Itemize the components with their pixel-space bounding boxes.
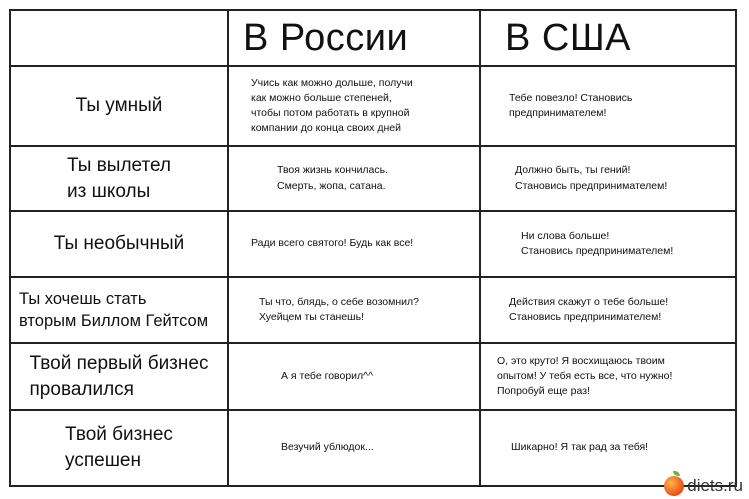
corner-cell [11, 11, 229, 67]
russia-cell: Ради всего святого! Будь как все! [229, 212, 481, 278]
usa-cell: Действия скажут о тебе больше! Становись предпринимателем! [481, 278, 737, 344]
usa-cell: Тебе повезло! Становись предпринимателем! [481, 67, 737, 147]
russia-cell: Ты что, блядь, о себе возомнил? Хуейцем ты станешь! [229, 278, 481, 344]
row-label: Ты хочешь стать вторым Биллом Гейтсом [11, 278, 229, 344]
usa-cell: Шикарно! Я так рад за тебя! [481, 411, 737, 487]
usa-cell: Ни слова больше! Становись предпринимателем! [481, 212, 737, 278]
usa-cell: О, это круто! Я восхищаюсь твоим опытом! У тебя есть все, что нужно! Попробуй еще раз! [481, 344, 737, 411]
row-label: Ты вылетел из школы [11, 147, 229, 212]
usa-cell: Должно быть, ты гений! Становись предпринимателем! [481, 147, 737, 212]
comparison-table [9, 9, 737, 487]
watermark-logo [664, 476, 743, 496]
russia-cell: А я тебе говорил^^ [229, 344, 481, 411]
row-label: Ты умный [11, 67, 229, 147]
header-usa: В США [481, 11, 737, 67]
russia-cell: Учись как можно дольше, получи как можно больше степеней, чтобы потом работать в крупной компании до конца своих дней [229, 67, 481, 147]
russia-cell: Везучий ублюдок... [229, 411, 481, 487]
watermark-text: diets.ru [687, 476, 743, 495]
apple-icon [664, 476, 684, 496]
row-label: Твой бизнес успешен [11, 411, 229, 487]
russia-cell: Твоя жизнь кончилась. Смерть, жопа, сатана. [229, 147, 481, 212]
header-russia: В России [229, 11, 481, 67]
row-label: Твой первый бизнес провалился [11, 344, 229, 411]
row-label: Ты необычный [11, 212, 229, 278]
